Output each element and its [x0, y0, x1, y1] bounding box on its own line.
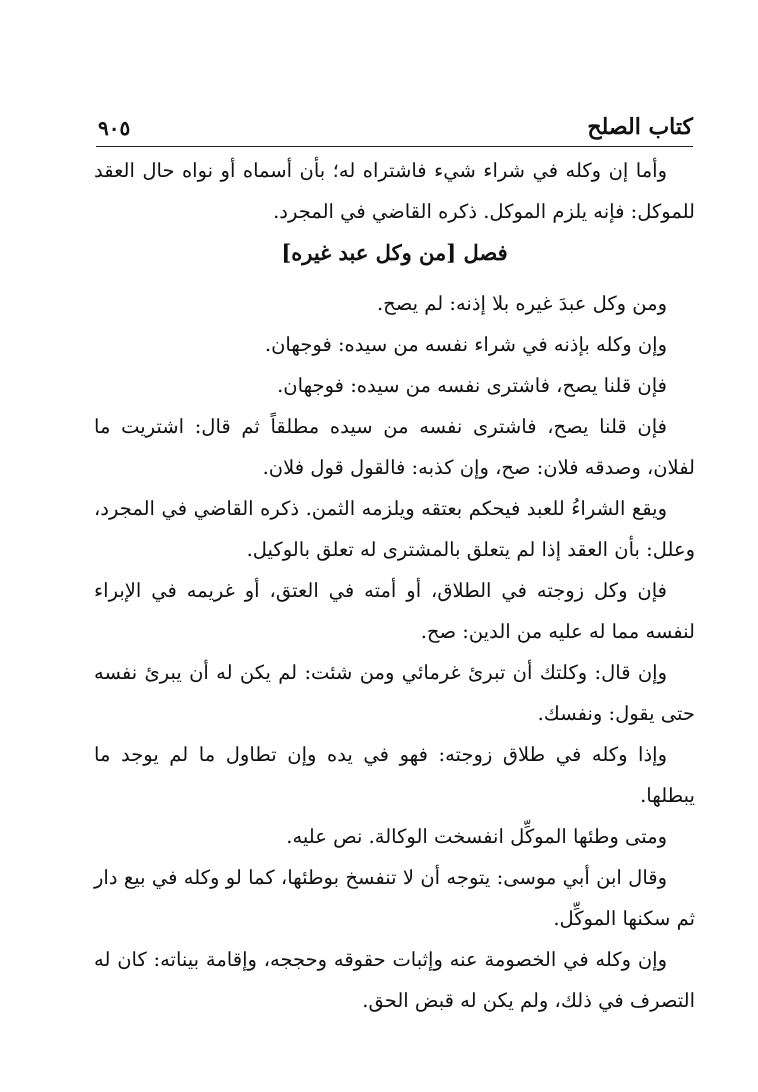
paragraph-8: وإن قال: وكلتك أن تبرئ غرمائي ومن شئت: لم يكن له أن يبرئ نفسه حتى يقول: ونفسك. [94, 661, 695, 725]
page-body [94, 150, 695, 1021]
paragraph-7: فإن وكل زوجته في الطلاق، أو أمته في العتق، أو غريمه في الإبراء لنفسه مما له عليه من الدين: صح. [94, 579, 695, 643]
paragraph-4: فإن قلنا يصح، فاشترى نفسه من سيده: فوجهان. [277, 374, 667, 397]
paragraph-12: وإن وكله في الخصومة عنه وإثبات حقوقه وحججه، وإقامة بيناته: كان له التصرف في ذلك، ولم يكن له قبض الحق. [94, 948, 695, 1012]
paragraph-5: فإن قلنا يصح، فاشترى نفسه من سيده مطلقاً ثم قال: اشتريت ما لفلان، وصدقه فلان: صح، وإن كذبه: فالقول قول فلان. [94, 415, 695, 479]
paragraph-9: وإذا وكله في طلاق زوجته: فهو في يده وإن تطاول ما لم يوجد ما يبطلها. [94, 743, 695, 807]
paragraph-6: ويقع الشراءُ للعبد فيحكم بعتقه ويلزمه الثمن. ذكره القاضي في المجرد، وعلل: بأن العقد إذا لم يتعلق بالمشترى له تعلق بالوكيل. [94, 497, 695, 561]
section-heading: فصل [من وكل عبد غيره] [281, 240, 508, 265]
paragraph-2: ومن وكل عبدَ غيره بلا إذنه: لم يصح. [376, 292, 667, 315]
page-header [96, 112, 693, 147]
paragraph-11: وقال ابن أبي موسى: يتوجه أن لا تنفسخ بوطئها، كما لو وكله في بيع دار ثم سكنها الموكِّل. [94, 866, 695, 930]
running-title: كتاب الصلح [587, 114, 693, 140]
paragraph-1: وأما إن وكله في شراء شيء فاشتراه له؛ بأن أسماه أو نواه حال العقد للموكل: فإنه يلزم الموكل. ذكره القاضي في المجرد. [94, 159, 695, 223]
paragraph-10: ومتى وطئها الموكِّل انفسخت الوكالة. نص عليه. [286, 825, 667, 848]
paragraph-3: وإن وكله بإذنه في شراء نفسه من سيده: فوجهان. [264, 333, 667, 356]
page-number: ٩٠٥ [98, 116, 131, 140]
